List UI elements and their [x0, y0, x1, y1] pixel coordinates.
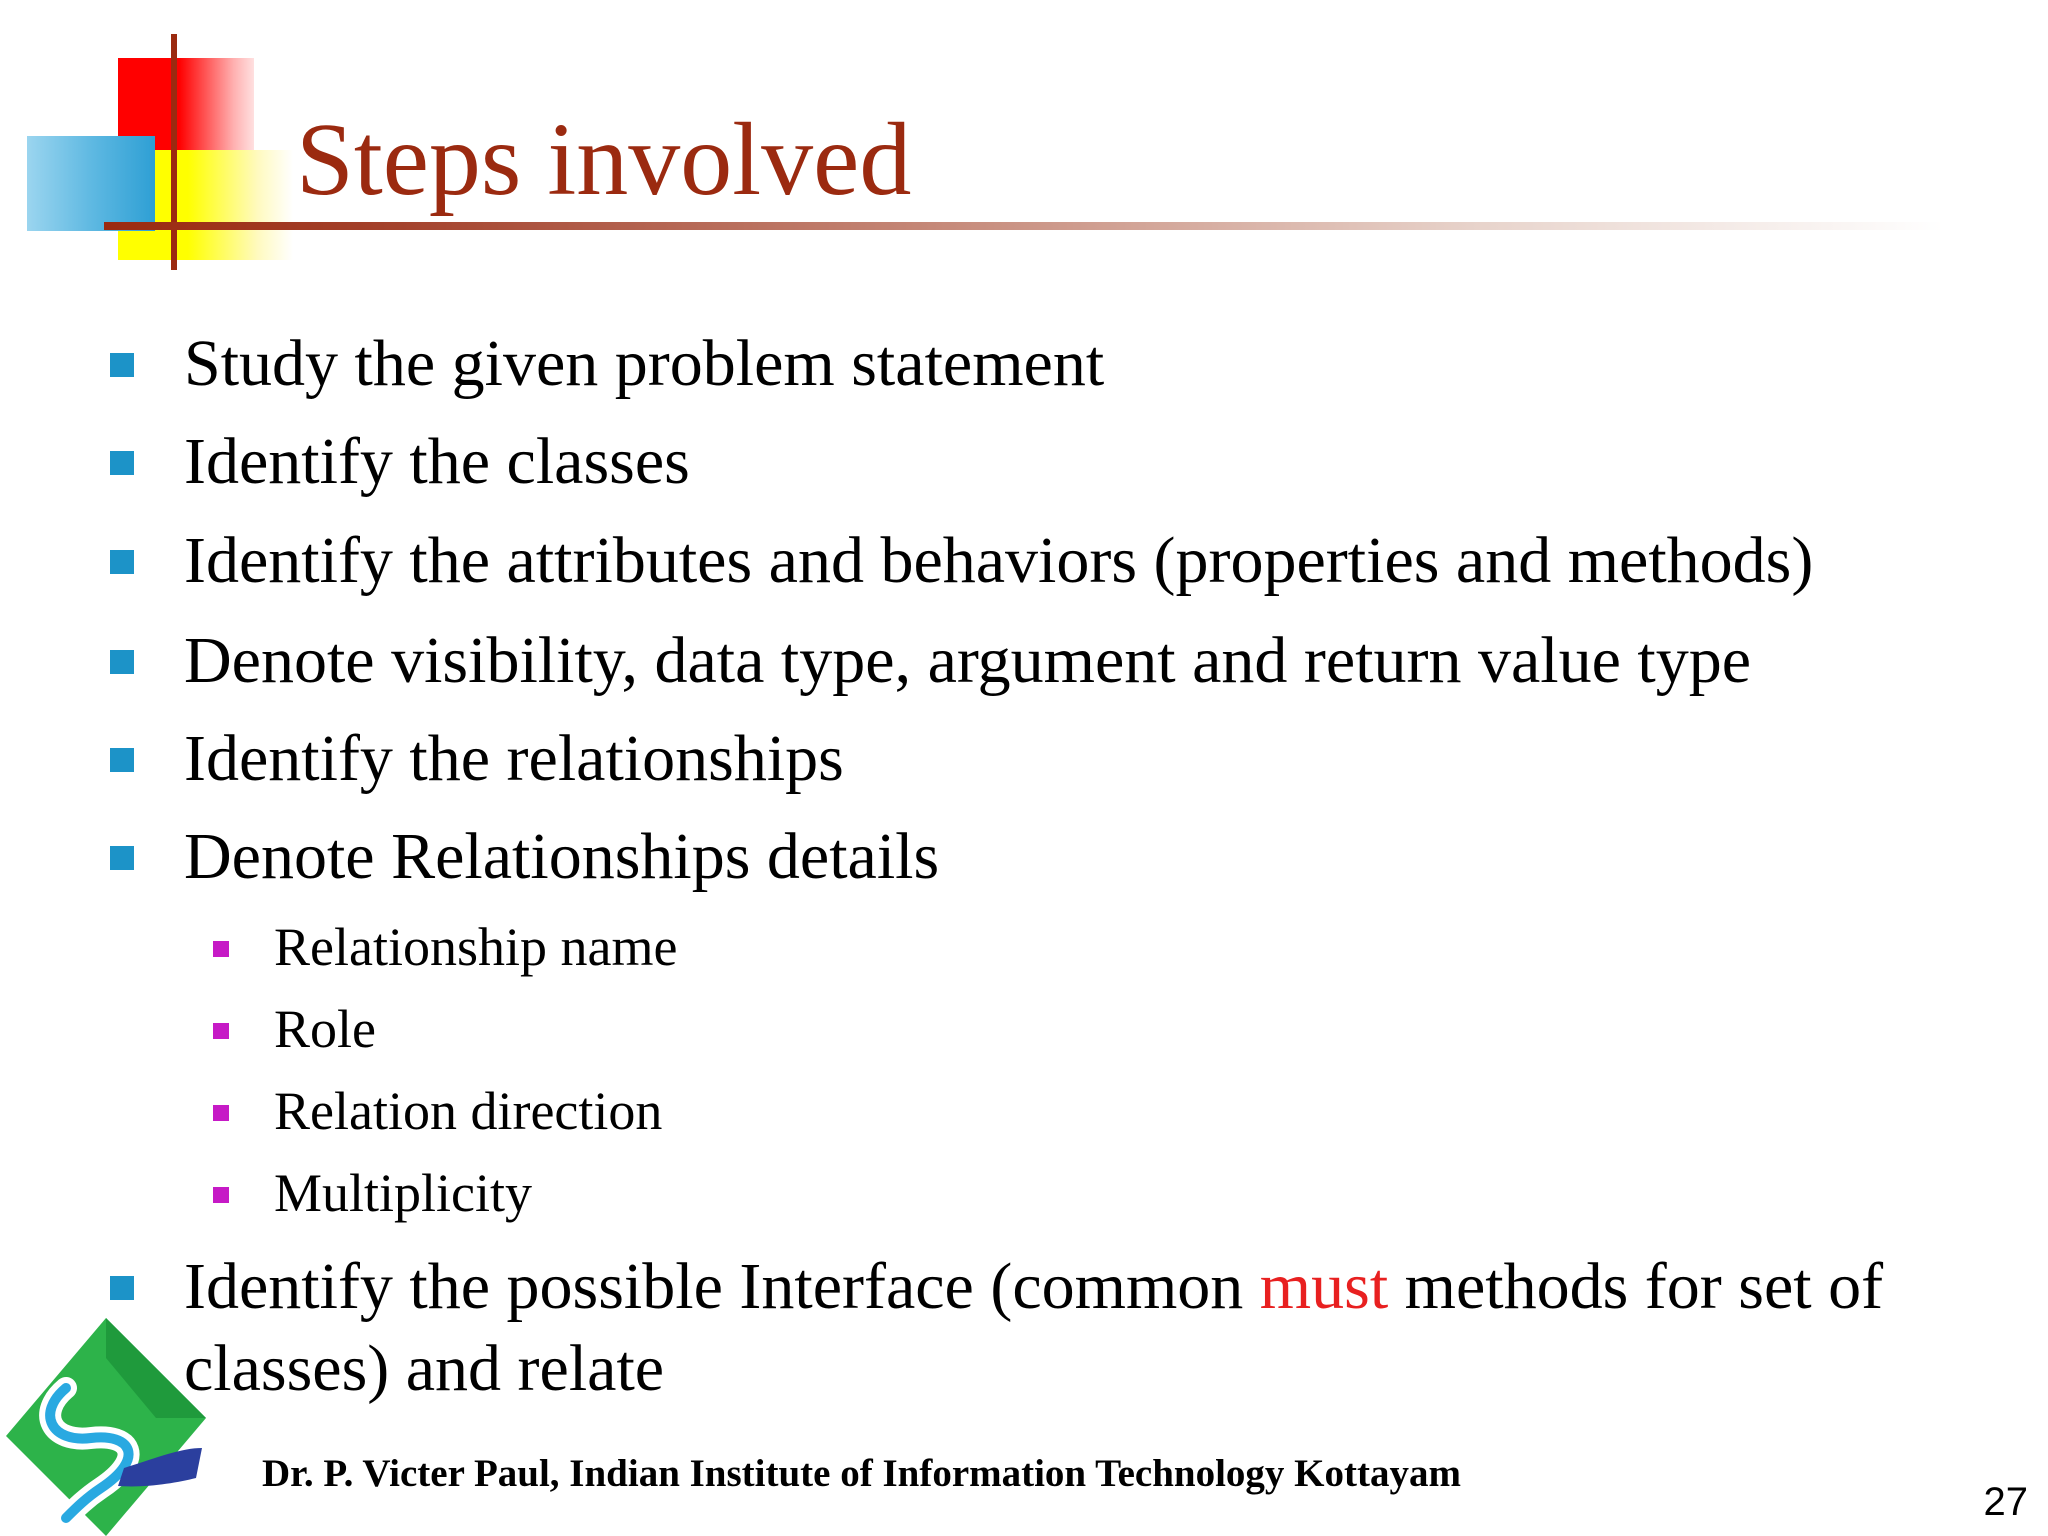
bullet-square-icon: [110, 353, 134, 377]
bullet-item: [184, 421, 690, 503]
bullet-square-icon: [110, 748, 134, 772]
bullet-square-icon: [110, 846, 134, 870]
bullet-item-interface: [184, 1246, 1984, 1410]
sub-bullet-text: Role: [274, 999, 376, 1059]
bullet-text-before: Identify the possible Interface (common: [184, 1250, 1260, 1323]
sub-bullet-item: [274, 1152, 532, 1234]
bullet-text-after: methods for set of classes) and relate: [184, 1250, 1884, 1405]
page-number: 27: [1983, 1480, 2028, 1524]
sub-bullet-square-icon: [213, 1023, 229, 1039]
sub-bullet-square-icon: [213, 1187, 229, 1203]
iiit-kottayam-logo-icon: [6, 1318, 206, 1536]
sub-bullet-square-icon: [213, 1105, 229, 1121]
sub-bullet-item: [274, 988, 376, 1070]
bullet-item: [184, 620, 1751, 702]
bullet-square-icon: [110, 650, 134, 674]
bullet-text: Denote visibility, data type, argument and return value type: [184, 624, 1752, 697]
bullet-item: [184, 816, 939, 898]
bullet-text: Identify the attributes and behaviors (properties and methods): [184, 524, 1814, 597]
bullet-text: Identify the relationships: [184, 722, 844, 795]
bullet-item: [184, 323, 1104, 405]
bullet-text: Study the given problem statement: [184, 327, 1105, 400]
bullet-text: Denote Relationships details: [184, 820, 940, 893]
slide-title: Steps involved: [296, 102, 912, 217]
sub-bullet-square-icon: [213, 941, 229, 957]
highlight-must: must: [1259, 1250, 1389, 1323]
bullet-square-icon: [110, 550, 134, 574]
bullet-square-icon: [110, 1276, 134, 1300]
sub-bullet-item: [274, 1070, 662, 1152]
sub-bullet-text: Relation direction: [274, 1081, 663, 1141]
sub-bullet-text: Relationship name: [274, 917, 678, 977]
bullet-item: [184, 718, 844, 800]
bullet-square-icon: [110, 451, 134, 475]
footer-credit: Dr. P. Victer Paul, Indian Institute of Information Technology Kottayam: [262, 1452, 1461, 1495]
bullet-text: Identify the classes: [184, 425, 690, 498]
sub-bullet-text: Multiplicity: [274, 1163, 533, 1223]
bullet-item: [184, 520, 1813, 602]
sub-bullet-item: [274, 906, 677, 988]
